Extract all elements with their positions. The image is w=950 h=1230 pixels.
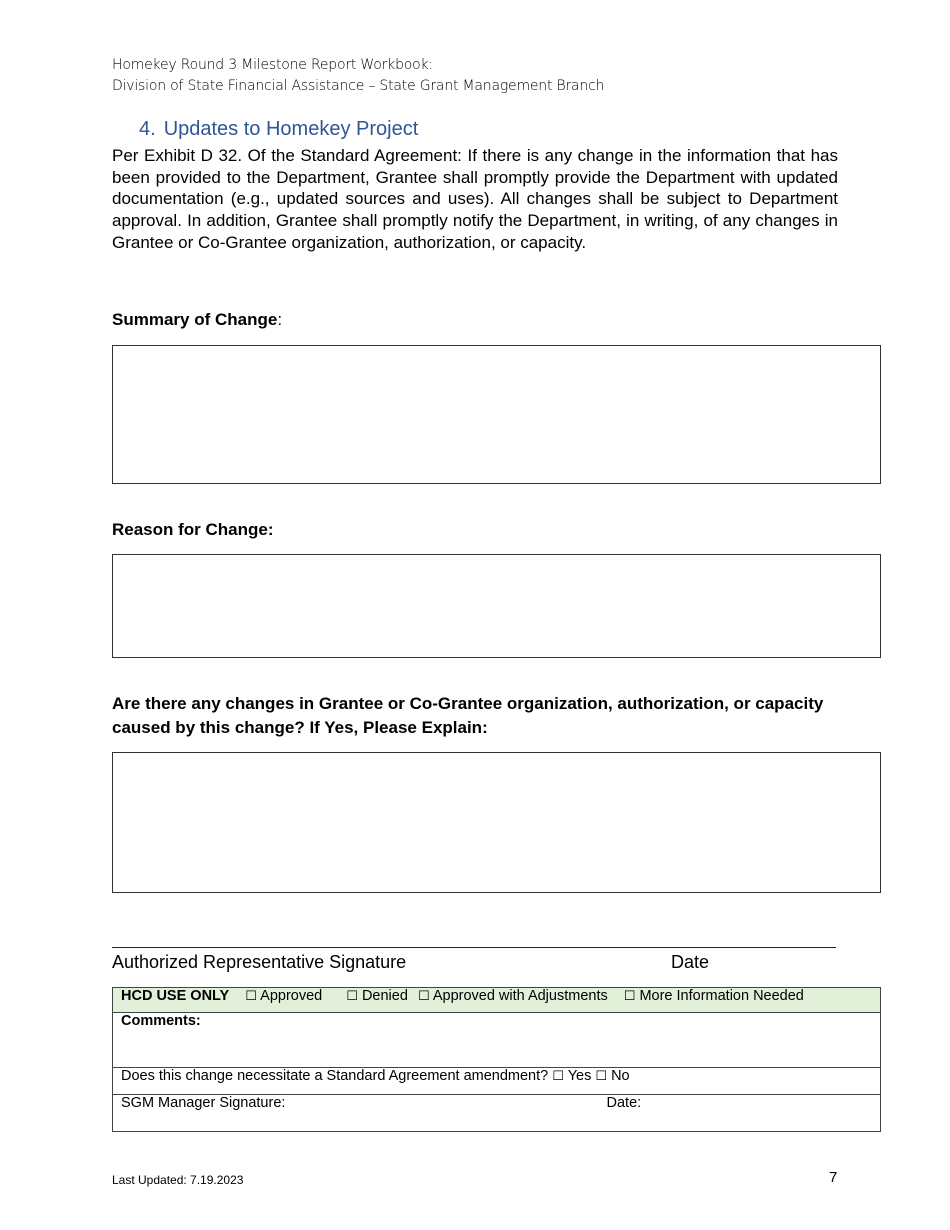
intro-paragraph: Per Exhibit D 32. Of the Standard Agreement: If there is any change in the information that has been provided to the Department, Grantee shall promptly provide the Department with updated documentation (e.g., updated sources and uses). All changes shall be subject to Department approval. In addition, Grantee shall promptly notify the Department, in writing, of any changes in Grantee or Co-Grantee organization, authorization, or capacity. — [112, 146, 838, 252]
section-title-text: Updates to Homekey Project — [163, 118, 419, 140]
no-checkbox[interactable]: ☐ — [595, 1069, 608, 1084]
approved-label: Approved — [260, 988, 323, 1004]
summary-label — [112, 310, 282, 330]
hcd-amendment-row — [113, 1068, 881, 1095]
hcd-manager-signature-cell[interactable] — [113, 1095, 881, 1132]
hcd-comments-cell[interactable] — [113, 1013, 881, 1068]
comments-label: Comments: — [121, 1013, 201, 1029]
header-line-1: Homekey Round 3 Milestone Report Workbook: — [112, 57, 433, 73]
more-information-needed-checkbox[interactable]: ☐ — [623, 989, 636, 1004]
signature-label: Authorized Representative Signature — [112, 952, 407, 972]
hcd-use-only-table — [112, 987, 881, 1132]
hcd-comments-row — [113, 1013, 881, 1068]
denied-option[interactable] — [346, 988, 408, 1004]
manager-date-label: Date: — [606, 1095, 642, 1111]
signature-line[interactable] — [112, 947, 836, 948]
page-number: 7 — [829, 1169, 838, 1186]
more-information-needed-label: More Information Needed — [639, 988, 804, 1004]
approved-with-adjustments-label: Approved with Adjustments — [432, 988, 608, 1004]
summary-of-change-field[interactable] — [112, 345, 881, 484]
summary-label-colon: : — [277, 310, 283, 329]
manager-signature-label: SGM Manager Signature: — [121, 1095, 286, 1111]
hcd-manager-signature-row — [113, 1095, 881, 1132]
hcd-status-row — [113, 988, 881, 1013]
approved-with-adjustments-option[interactable] — [418, 988, 608, 1004]
more-information-needed-option[interactable] — [624, 988, 804, 1004]
yes-label: Yes — [567, 1068, 592, 1084]
signature-date-label: Date — [671, 952, 710, 972]
section-number: 4. — [139, 118, 156, 140]
yes-checkbox[interactable]: ☐ — [552, 1069, 564, 1084]
approved-checkbox[interactable]: ☐ — [245, 989, 257, 1004]
reason-label: Reason for Change: — [112, 520, 274, 539]
hcd-amendment-cell — [113, 1068, 881, 1095]
denied-label: Denied — [361, 988, 408, 1004]
approved-option[interactable] — [245, 988, 322, 1004]
no-label: No — [611, 1068, 630, 1084]
approved-with-adjustments-checkbox[interactable]: ☐ — [417, 989, 430, 1004]
reason-for-change-field[interactable] — [112, 554, 881, 658]
changes-question-label: Are there any changes in Grantee or Co-Grantee organization, authorization, or capacity caused by this change? If Yes, Please Explain: — [112, 694, 824, 737]
last-updated: Last Updated: 7.19.2023 — [112, 1173, 244, 1187]
header-line-2: Division of State Financial Assistance – State Grant Management Branch — [112, 78, 605, 94]
denied-checkbox[interactable]: ☐ — [346, 989, 358, 1004]
hcd-status-cell — [113, 988, 881, 1013]
hcd-title: HCD USE ONLY — [121, 988, 230, 1004]
section-title — [139, 118, 418, 141]
changes-explanation-field[interactable] — [112, 752, 881, 893]
summary-label-text: Summary of Change — [112, 310, 278, 329]
amendment-question: Does this change necessitate a Standard Agreement amendment? — [121, 1068, 549, 1084]
